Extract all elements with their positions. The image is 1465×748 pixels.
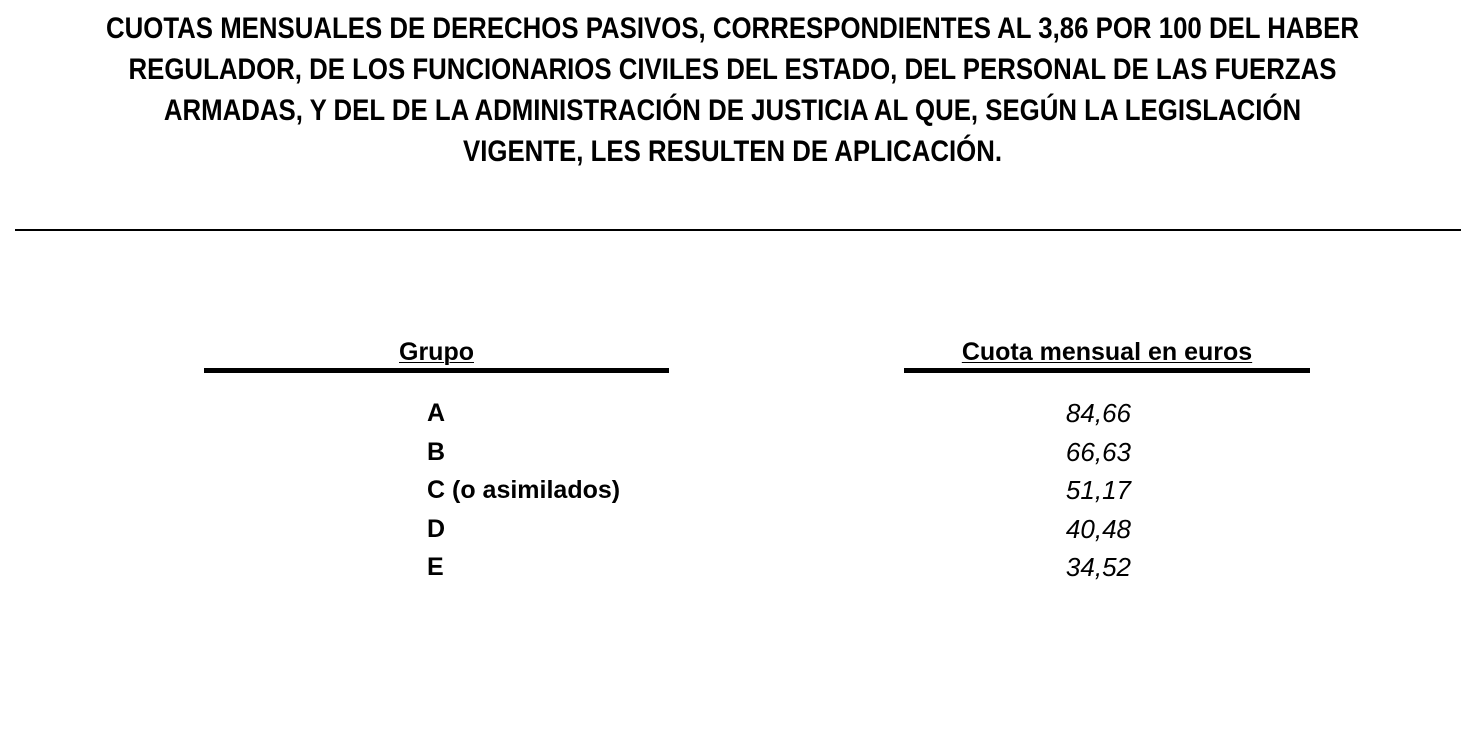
table-row [0, 510, 1465, 549]
cuota-cell: 84,66 [1065, 398, 1131, 428]
table-row [0, 548, 1465, 587]
grupo-cell: D [427, 514, 446, 543]
document-title: CUOTAS MENSUALES DE DERECHOS PASIVOS, CORRESPONDIENTES AL 3,86 POR 100 DEL HABER REGULADOR, DE LOS FUNCIONARIOS CIVILES DEL ESTADO, DEL PERSONAL DE LAS FUERZAS ARMADAS, Y DEL DE LA ADMINISTRACIÓN DE JUSTICIA AL QUE, SEGÚN LA LEGISLACIÓN VIGENTE, LES RESULTEN DE APLICACIÓN. [106, 12, 1359, 168]
table-row [0, 394, 1465, 433]
column-header-cuota-label: Cuota mensual en euros [961, 338, 1253, 366]
grupo-cell: B [427, 437, 446, 466]
title-divider [15, 229, 1461, 231]
grupo-cell: A [427, 399, 446, 427]
cuota-cell: 66,63 [1065, 436, 1131, 467]
column-header-grupo-rule [204, 368, 669, 373]
table-row [0, 471, 1465, 510]
cuota-cell: 40,48 [1065, 513, 1131, 544]
column-header-cuota [904, 338, 1310, 366]
table-row [0, 433, 1465, 472]
cuotas-table-body [0, 394, 1465, 587]
column-header-grupo-label: Grupo [399, 338, 474, 366]
grupo-cell: C (o asimilados) [427, 476, 621, 504]
cuota-cell: 51,17 [1065, 475, 1131, 505]
column-header-grupo [204, 338, 669, 366]
cuota-cell: 34,52 [1065, 552, 1131, 582]
column-header-cuota-rule [904, 368, 1310, 373]
grupo-cell: E [427, 553, 444, 581]
